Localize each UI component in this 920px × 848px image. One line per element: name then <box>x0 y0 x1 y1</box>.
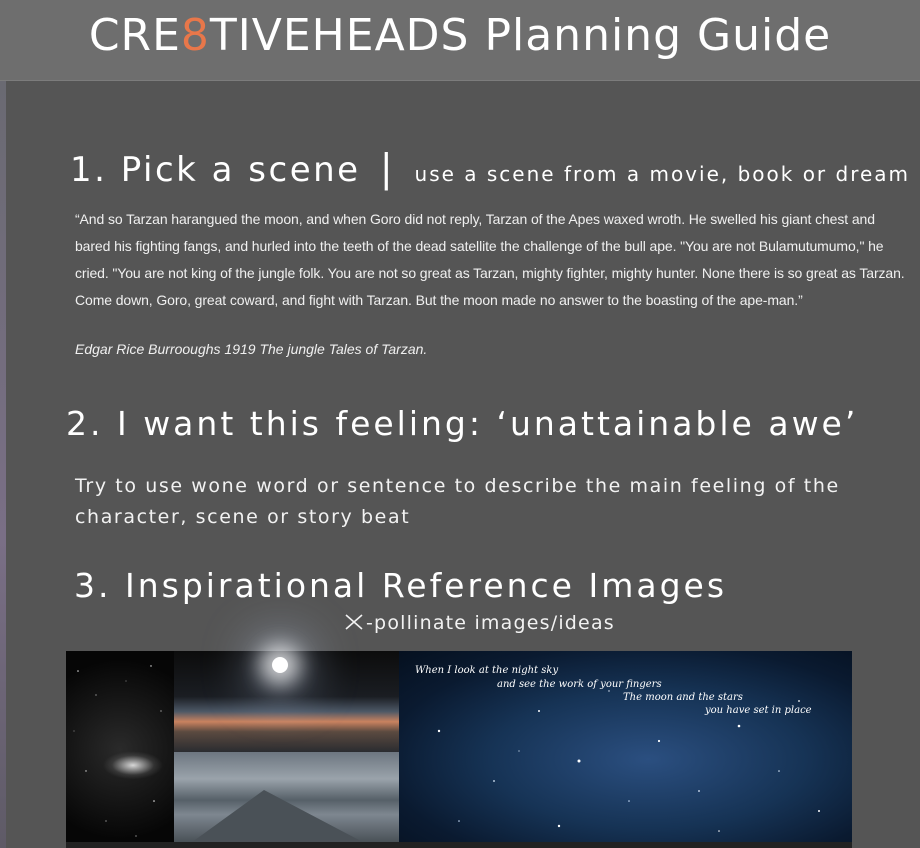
scene-quote: “And so Tarzan harangued the moon, and when Goro did not reply, Tarzan of the Apes waxed wroth. He swelled his giant chest and bared his fighting fangs, and hurled into the teeth of the dead satellite the challenge of the bull ape. "You are not Bulamutumumo," he cried. "You are not king of the jungle folk. You are not so great as Tarzan, mighty fighter, mighty hunter. None there is so great as Tarzan. Come down, Goro, great coward, and fight with Tarzan. But the moon made no answer to the boasting of the ape-man.” <box>75 211 905 308</box>
planet-horizon-image <box>174 651 399 752</box>
section1-subheading: use a scene from a movie, book or dream <box>414 162 911 186</box>
night-verse-line-2: and see the work of your fingers <box>497 679 662 690</box>
night-verse-line-4: you have set in place <box>705 705 812 716</box>
quote-citation: Edgar Rice Burrooughs 1919 The jungle Tales of Tarzan. <box>75 341 428 357</box>
night-verse-line-1: When I look at the night sky <box>415 665 559 676</box>
section1-heading-row <box>70 146 910 190</box>
title-suffix: TIVEHEADS Planning Guide <box>209 10 832 61</box>
section2-heading: 2. I want this feeling: ‘unattainable awe’ <box>66 404 859 443</box>
sun-glow <box>272 657 288 673</box>
night-sky-image <box>399 651 852 848</box>
section1-separator: | <box>379 146 396 190</box>
section2-body: Try to use wone word or sentence to describe the main feeling of the character, scene or story beat <box>75 475 840 528</box>
collage-bottom-strip <box>66 842 852 848</box>
mountain-peak <box>184 790 374 848</box>
section3-heading: 3. Inspirational Reference Images <box>74 566 728 605</box>
galaxy-image <box>66 651 174 848</box>
page-title <box>0 10 920 61</box>
section3-subheading: -pollinate images/ideas <box>366 612 615 634</box>
night-verse-line-3: The moon and the stars <box>623 692 743 703</box>
reference-image-collage <box>66 651 852 848</box>
mountain-valley-image <box>174 752 399 848</box>
title-accent-digit: 8 <box>180 10 210 61</box>
galaxy-stars <box>66 651 174 848</box>
header-banner <box>0 0 920 81</box>
left-edge-decoration <box>0 80 6 848</box>
title-prefix: CRE <box>88 10 181 61</box>
cross-icon <box>344 613 364 631</box>
section3-subheading-row <box>344 612 615 634</box>
section1-heading: 1. Pick a scene <box>70 150 361 190</box>
